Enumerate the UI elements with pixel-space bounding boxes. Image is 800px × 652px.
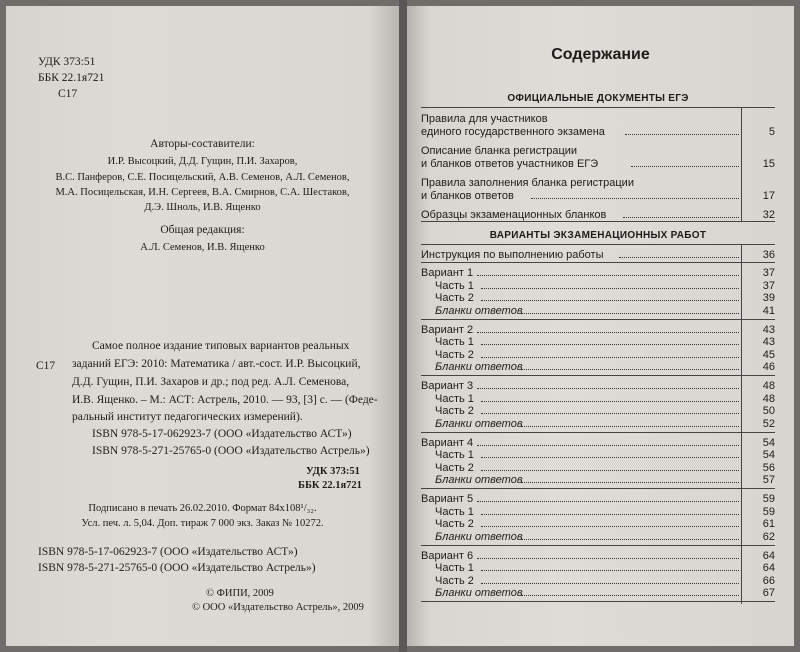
- catalog-line-3: Д.Д. Гущин, П.И. Захаров и др.; под ред. А.Л. Семенова,: [72, 376, 350, 388]
- authors-line-1: И.Р. Высоцкий, Д.Д. Гущин, П.И. Захаров,: [107, 156, 298, 167]
- authors-line-3: М.А. Посицельская, И.Н. Сергеев, В.А. Смирнов, С.А. Шестаков,: [55, 187, 350, 198]
- variant-rule: [421, 601, 775, 602]
- leader-dots: [521, 369, 739, 370]
- toc-page-number: 57: [762, 474, 775, 487]
- toc-label: Часть 2: [435, 348, 474, 361]
- toc-page-number: 43: [762, 323, 775, 336]
- print-line-2: Усл. печ. л. 5,04. Доп. тираж 7 000 экз. Заказ № 10272.: [81, 518, 324, 529]
- toc-label: Вариант 3: [421, 380, 474, 392]
- editor-label: Общая редакция:: [160, 224, 245, 236]
- toc-entry[interactable]: и бланков ответов участников ЕГЭ 15: [421, 158, 775, 170]
- variant-rule: [421, 488, 775, 489]
- catalog-line-1: Самое полное издание типовых вариантов реальных: [92, 340, 350, 352]
- toc-page-number: 59: [762, 493, 775, 505]
- toc-entry[interactable]: Правила для участников: [421, 113, 548, 125]
- toc-page-number: 46: [762, 361, 775, 374]
- toc-label: Вариант 5: [421, 493, 474, 505]
- toc-page-number: 41: [762, 304, 775, 317]
- toc-label: Часть 2: [435, 292, 474, 305]
- toc-label: Бланки ответов: [435, 530, 523, 543]
- toc-label: Часть 1: [435, 336, 474, 349]
- toc-label: Вариант 2: [421, 323, 474, 336]
- catalog-line-5: ральный институт педагогических измерений).: [72, 411, 303, 423]
- toc-documents: [421, 110, 775, 222]
- toc-label: Часть 1: [435, 449, 474, 462]
- toc-label: Часть 1: [435, 392, 474, 405]
- toc-page-number: 52: [762, 417, 775, 430]
- toc-page-number: 50: [762, 405, 775, 418]
- toc-label: Часть 1: [435, 562, 474, 575]
- page-column-divider-2: [741, 244, 742, 604]
- section-exam-variants: ВАРИАНТЫ ЭКЗАМЕНАЦИОННЫХ РАБОТ: [489, 230, 707, 241]
- right-page: [407, 6, 794, 646]
- isbn-bottom-ast: ISBN 978-5-17-062923-7 (ООО «Издательство АСТ»): [38, 546, 298, 558]
- udk-code: УДК 373:51: [38, 56, 96, 68]
- authors-line-2: В.С. Панферов, С.Е. Посицельский, А.В. Семенов, А.Л. Семенов,: [55, 172, 350, 183]
- toc-entry[interactable]: Правила заполнения бланка регистрации: [421, 177, 634, 189]
- toc-subentry[interactable]: [421, 471, 775, 486]
- toc-entry[interactable]: и бланков ответов 17: [421, 190, 775, 202]
- toc-label: Бланки ответов: [435, 304, 523, 317]
- toc-page-number: 62: [762, 530, 775, 543]
- toc-page-number: 39: [762, 292, 775, 305]
- toc-page-number: 59: [762, 505, 775, 518]
- toc-page-number: 61: [762, 518, 775, 531]
- leader-dots: [521, 426, 739, 427]
- toc-label: Бланки ответов: [435, 361, 523, 374]
- toc-label: Часть 2: [435, 405, 474, 418]
- bbk-code-2: ББК 22.1я721: [298, 480, 362, 491]
- toc-page-number: 54: [762, 449, 775, 462]
- author-mark: С17: [58, 88, 78, 100]
- toc-page-number: 48: [762, 392, 775, 405]
- toc-label: Вариант 6: [421, 549, 474, 562]
- toc-entry[interactable]: Образцы экзаменационных бланков 32: [421, 209, 775, 221]
- toc-page-number: 37: [762, 267, 775, 279]
- editors: А.Л. Семенов, И.В. Ященко: [140, 242, 265, 253]
- toc-page-number: 45: [762, 348, 775, 361]
- variant-rule: [421, 375, 775, 376]
- toc-label: Вариант 4: [421, 436, 474, 449]
- copyright-fipi: © ФИПИ, 2009: [206, 588, 274, 599]
- toc-label: Часть 1: [435, 279, 474, 292]
- leader-dots: [521, 482, 739, 483]
- toc-page-number: 64: [762, 549, 775, 562]
- section-rule-top-2: [421, 244, 775, 245]
- toc-page-number: 66: [762, 574, 775, 587]
- toc-page-number: 54: [762, 436, 775, 449]
- leader-dots: [521, 595, 739, 596]
- udk-code-2: УДК 373:51: [306, 466, 360, 477]
- toc-label: Часть 2: [435, 518, 474, 531]
- bbk-code: ББК 22.1я721: [38, 72, 105, 84]
- toc-page-number: 37: [762, 279, 775, 292]
- section-rule-top: [421, 107, 775, 108]
- toc-label: Часть 2: [435, 574, 474, 587]
- leader-dots: [521, 539, 739, 540]
- toc-page-number: 67: [762, 587, 775, 600]
- catalog-code: С17: [36, 360, 56, 372]
- section-rule-bottom: [421, 221, 775, 222]
- bleed-through-shadow: [146, 48, 155, 87]
- left-page: [6, 6, 399, 646]
- toc-subentry[interactable]: [421, 415, 775, 430]
- toc-label: Часть 1: [435, 505, 474, 518]
- variant-rule: [421, 319, 775, 320]
- catalog-line-4: И.В. Ященко. – М.: АСТ: Астрель, 2010. — 93, [3] с. — (Феде-: [72, 394, 378, 406]
- page-column-divider: [741, 107, 742, 221]
- isbn-bottom-astrel: ISBN 978-5-271-25765-0 (ООО «Издательство Астрель»): [38, 562, 316, 574]
- toc-page-number: 56: [762, 461, 775, 474]
- toc-page-number: 64: [762, 562, 775, 575]
- isbn-astrel: ISBN 978-5-271-25765-0 (ООО «Издательство Астрель»): [92, 445, 370, 457]
- instruction-rule: [421, 262, 775, 263]
- book-gutter: [399, 0, 407, 652]
- toc-entry[interactable]: единого государственного экзамена 5: [421, 126, 775, 138]
- toc-label: Вариант 1: [421, 267, 474, 279]
- toc-page-number: 48: [762, 380, 775, 392]
- variant-rule: [421, 545, 775, 546]
- toc-variants: [421, 264, 775, 604]
- authors-line-4: Д.Э. Шноль, И.В. Ященко: [144, 202, 261, 213]
- toc-subentry[interactable]: [421, 528, 775, 543]
- toc-label: Бланки ответов: [435, 417, 523, 430]
- toc-subentry[interactable]: [421, 302, 775, 317]
- toc-label: Часть 2: [435, 461, 474, 474]
- authors-label: Авторы-составители:: [150, 138, 255, 150]
- copyright-astrel: © ООО «Издательство Астрель», 2009: [192, 602, 364, 613]
- leader-dots: [521, 313, 739, 314]
- toc-entry[interactable]: Описание бланка регистрации: [421, 145, 578, 157]
- toc-subentry[interactable]: [421, 358, 775, 373]
- toc-page-number: 43: [762, 336, 775, 349]
- section-official-documents: ОФИЦИАЛЬНЫЕ ДОКУМЕНТЫ ЕГЭ: [507, 93, 689, 104]
- toc-subentry[interactable]: [421, 584, 775, 599]
- toc-title: Содержание: [551, 46, 650, 63]
- variant-rule: [421, 432, 775, 433]
- toc-label: Бланки ответов: [435, 474, 523, 487]
- catalog-line-2: заданий ЕГЭ: 2010: Математика / авт.-сост. И.Р. Высоцкий,: [72, 358, 361, 370]
- toc-instruction: [421, 246, 775, 262]
- toc-entry[interactable]: Инструкция по выполнению работы 36: [421, 249, 775, 261]
- isbn-ast: ISBN 978-5-17-062923-7 (ООО «Издательство АСТ»): [92, 428, 352, 440]
- print-line-1: Подписано в печать 26.02.2010. Формат 84х108¹/₃₂.: [88, 503, 317, 514]
- toc-label: Бланки ответов: [435, 587, 523, 600]
